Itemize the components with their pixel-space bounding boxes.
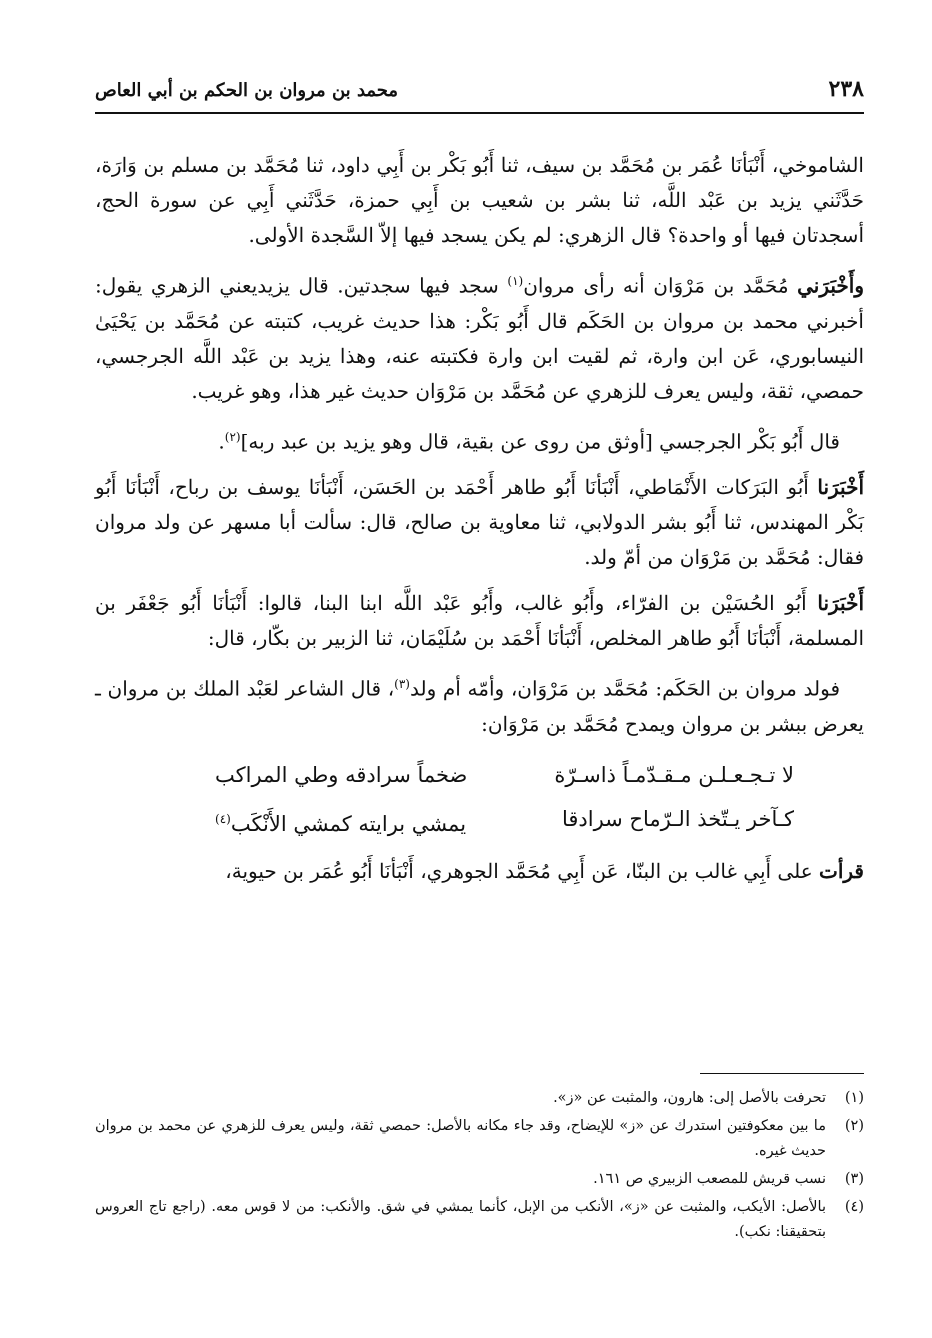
paragraph-2 bbox=[95, 264, 864, 409]
footnote-ref: (٤) bbox=[215, 811, 231, 826]
paragraph-text: قال أَبُو بَكْر الجرجسي [أوثق من روى عن بقية، قال وهو يزيد بن عبد ربه] bbox=[240, 429, 840, 454]
paragraph-text: على أَبِي غالب بن البنّا، عَن أَبِي مُحَمَّد الجوهري، أَنْبَأنَا أَبُو عُمَر بن حيوية، bbox=[225, 858, 820, 883]
paragraph-text: . bbox=[218, 429, 225, 454]
paragraph-lead: أَخْبَرَنا bbox=[817, 591, 864, 616]
running-title: محمد بن مروان بن الحكم بن أبي العاص bbox=[95, 80, 399, 101]
paragraph-7 bbox=[95, 854, 864, 889]
footnote-text: نسب قريش للمصعب الزبيري ص ١٦١. bbox=[593, 1171, 826, 1187]
footnote-number: (٢) bbox=[844, 1118, 864, 1134]
page-header bbox=[95, 72, 864, 114]
footnotes bbox=[95, 1086, 864, 1248]
verse-second-hemistich: ضخماً سرادقه وطي المراكب bbox=[215, 762, 468, 787]
footnote-item bbox=[95, 1086, 864, 1111]
verse-line-1 bbox=[95, 753, 864, 797]
poem bbox=[95, 753, 864, 846]
footnote-ref: (١) bbox=[507, 274, 524, 288]
verse-first-hemistich: لا تـجـعـلـن مـقـدّمـاً ذاسـرّة bbox=[554, 762, 794, 787]
paragraph-text: أَبُو الحُسَيْن بن الفرّاء، وأَبُو غالب، وأَبُو عَبْد اللَّه ابنا البنا، قالوا: أَنْبَأنَا أَبُو جَعْفَر بن المسلمة، أَنْبَأنَا أَبُو طاهر المخلص، أَنْبَأنَا أَحْمَد بن سُلَيْمَان، ثنا الزبير بن بكّار، قال: bbox=[95, 591, 864, 651]
footnote-ref: (٢) bbox=[224, 429, 241, 444]
footnote-item bbox=[95, 1195, 864, 1245]
verse-second-hemistich bbox=[215, 797, 466, 846]
verse-line-2 bbox=[95, 797, 864, 846]
paragraph-lead: وأَخْبَرَني bbox=[797, 273, 865, 298]
paragraph-6 bbox=[95, 667, 864, 742]
footnote-number: (٤) bbox=[844, 1199, 864, 1215]
footnote-item bbox=[95, 1167, 864, 1192]
footnote-text: تحرفت بالأصل إلى: هارون، والمثبت عن «ز». bbox=[553, 1090, 826, 1106]
paragraph-3 bbox=[95, 420, 864, 460]
footnote-number: (١) bbox=[844, 1090, 864, 1106]
paragraph-text: سجد فيها سجدتين. قال يزيديعني الزهري يقول: أخبرني محمد بن مروان بن الحَكَم قال أَبُو بَكْر: هذا حديث غريب، كتبته عن مُحَمَّد بن يَحْيَىٰ النيسابوري، عَن ابن وارة، ثم لقيت ابن وارة فكتبته عنه، وهذا يزيد بن عَبْد اللَّه الجرجسي، حمصي، ثقة، وليس يعرف للزهري عن مُحَمَّد بن مَرْوَان حديث غير هذا، وهو غريب. bbox=[95, 273, 864, 403]
paragraph-lead: أَخْبَرَنا bbox=[817, 475, 864, 500]
main-text bbox=[95, 148, 864, 900]
paragraph-text: مُحَمَّد بن مَرْوَان أنه رأى مروان bbox=[523, 273, 798, 298]
paragraph-lead: قرأت bbox=[819, 858, 864, 883]
footnote-text: ما بين معكوفتين استدرك عن «ز» للإيضاح، وقد جاء مكانه بالأصل: حمصي ثقة، وليس يعرف للزهري عن محمد بن مروان حديث غيره. bbox=[95, 1118, 826, 1159]
paragraph-text: فولد مروان بن الحَكَم: مُحَمَّد بن مَرْوَان، وأمّه أم ولد bbox=[409, 676, 841, 701]
paragraph-text: أَبُو البَرَكات الأَنْمَاطي، أَنْبَأنَا أَبُو طاهر أَحْمَد بن الحَسَن، أَنْبَأنَا يوسف بن رباح، أَنْبَأنَا أَبُو بَكْر المهندس، ثنا أَبُو بشر الدولابي، ثنا معاوية بن صالح، قال: سألت أبا مسهر عن ولد مروان فقال: مُحَمَّد بن مَرْوَان من أمّ ولد. bbox=[95, 475, 864, 570]
paragraph-text: ، قال الشاعر لعَبْد الملك بن مروان ـ يعرض ببشر بن مروان ويمدح مُحَمَّد بن مَرْوَان: bbox=[95, 676, 864, 736]
paragraph-5 bbox=[95, 586, 864, 656]
paragraph-1: الشاموخي، أَنْبَأنَا عُمَر بن مُحَمَّد بن سيف، ثنا أَبُو بَكْر بن أَبِي داود، ثنا مُحَمَّد بن مسلم بن وَارَة، حَدَّثَني يزيد بن عَبْد اللَّه، ثنا بشر بن شعيب بن أَبِي حمزة، حَدَّثَني أَبِي عن سورة الحج، أسجدتان فيها أو واحدة؟ قال الزهري: لم يكن يسجد فيها إلاّ السَّجدة الأولى. bbox=[95, 153, 864, 247]
verse-text: يمشي برايته كمشي الأَنْكَب bbox=[230, 811, 467, 836]
page-number: ٢٣٨ bbox=[828, 76, 864, 102]
paragraph-4 bbox=[95, 470, 864, 575]
verse-first-hemistich: كـآخر يـتّخذ الـرّماح سرادقا bbox=[561, 806, 794, 831]
footnote-number: (٣) bbox=[844, 1171, 864, 1187]
footnote-separator bbox=[700, 1073, 864, 1074]
footnote-text: بالأصل: الأيكب، والمثبت عن «ز»، الأنكب من الإبل، كأنما يمشي في شق. والأنكب: من لا قوس معه. (راجع تاج العروس بتحقيقنا: نكب). bbox=[95, 1199, 826, 1240]
footnote-item bbox=[95, 1114, 864, 1164]
footnote-ref: (٣) bbox=[394, 677, 410, 692]
